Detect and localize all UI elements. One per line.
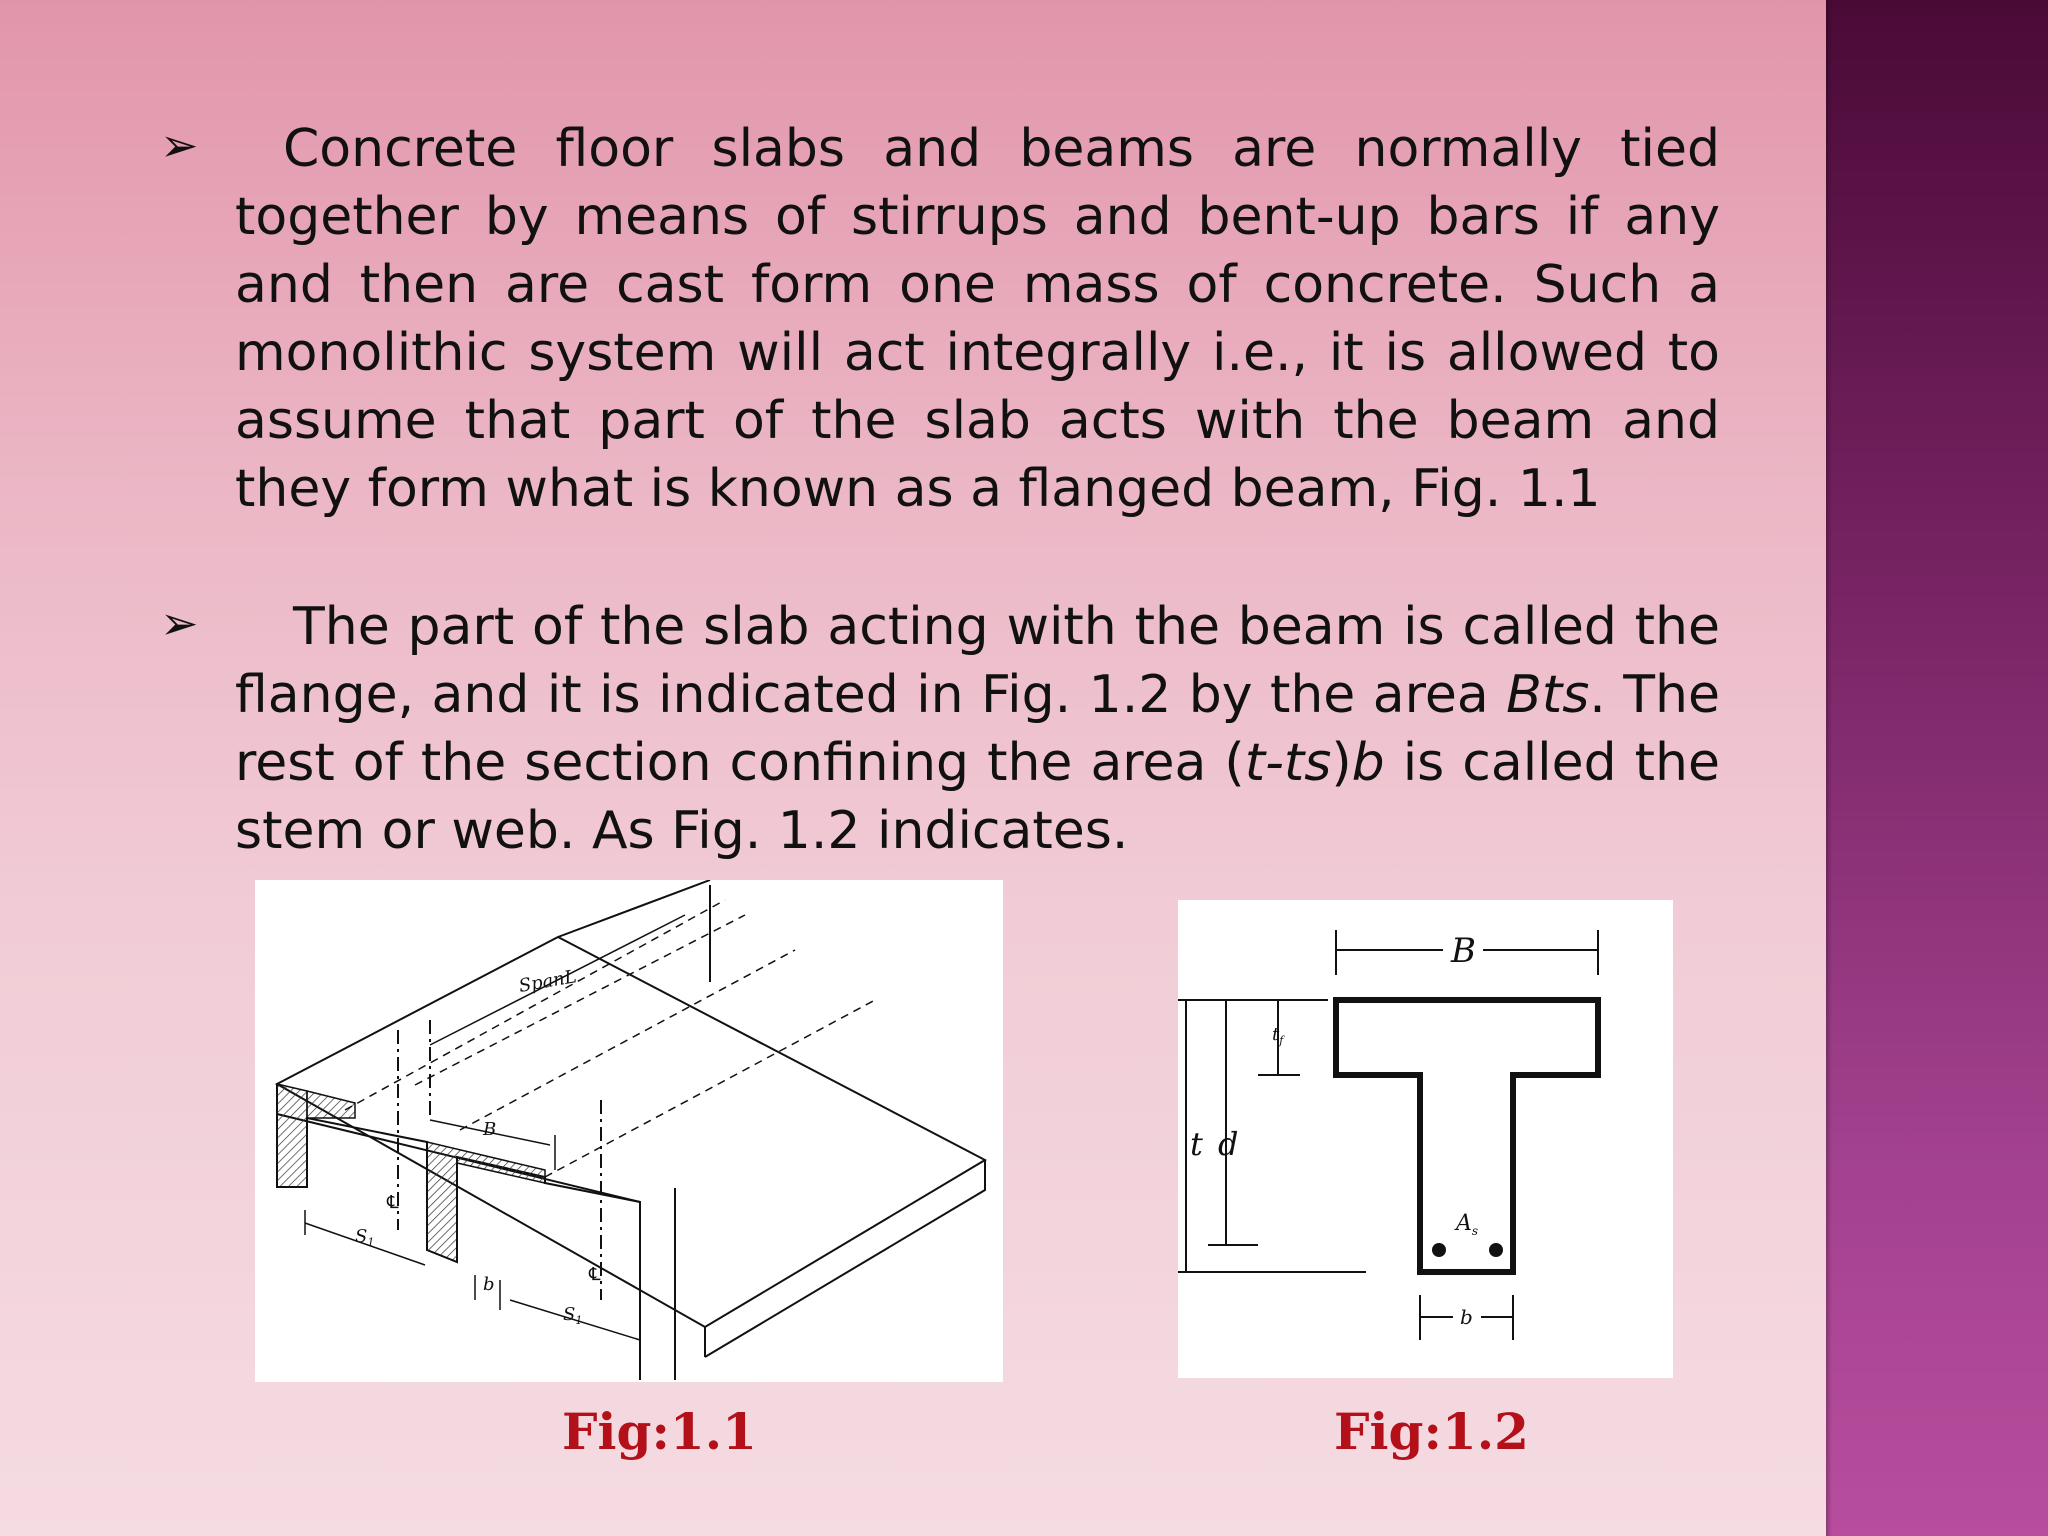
spacing-label-1 — [355, 1226, 374, 1249]
effective-depth-label: d — [1218, 1125, 1239, 1163]
paragraph-flanged-beam-intro — [235, 115, 1720, 523]
spacing1-sub: 1 — [367, 1236, 375, 1249]
sidebar-shadow — [1826, 0, 1832, 1536]
figure-1-2-t-beam-section — [1178, 900, 1673, 1378]
figure-1-2-caption: Fig:1.2 — [1334, 1402, 1529, 1461]
paragraph1-text: Concrete floor slabs and beams are normally tied together by means of stirrups and bent-up bars if any and then are cast form one mass of concrete. Such a monolithic system will act integrally i.e., it is allowed to assume that part of the slab acts with the beam and they form what is known as a flanged beam, Fig. 1.1 — [235, 119, 1720, 519]
centerline-label-2: ℄ — [589, 1264, 601, 1285]
paragraph2-italic-t-ts: t-ts — [1244, 733, 1332, 793]
paragraph2-text-3: ) — [1331, 733, 1352, 793]
paragraph2-text-4: is called the stem or web. As Fig. 1.2 indicates. — [235, 733, 1720, 861]
paragraph2-italic-b: b — [1351, 733, 1385, 793]
figure-1-1-slab-diagram — [255, 880, 1003, 1382]
tf-main: t — [1272, 1024, 1280, 1045]
bullet-arrow-icon: ➢ — [160, 118, 199, 172]
rebar-left — [1432, 1243, 1446, 1257]
rebar-right — [1489, 1243, 1503, 1257]
flange-thickness-label — [1272, 1024, 1285, 1047]
tf-sub: f — [1279, 1034, 1284, 1047]
decorative-sidebar — [1826, 0, 2048, 1536]
figure-1-1-caption: Fig:1.1 — [562, 1402, 757, 1461]
bullet-arrow-icon: ➢ — [160, 596, 199, 650]
t-beam-drawing — [1178, 900, 1673, 1378]
as-sub: s — [1471, 1224, 1479, 1238]
flange-width-label: B — [483, 1119, 497, 1140]
web-width-label: b — [483, 1274, 495, 1295]
paragraph2-text-1: The part of the slab acting with the beam is called the flange, and it is indicated in Fig. 1.2 by the area — [235, 597, 1720, 725]
as-main: A — [1456, 1211, 1472, 1236]
centerline-label-1: ℄ — [387, 1192, 399, 1213]
span-label: SpanL — [517, 966, 579, 997]
spacing1-main: S — [355, 1226, 368, 1247]
flange-width-label: B — [1451, 931, 1476, 971]
spacing2-sub: 1 — [575, 1314, 583, 1327]
paragraph-flange-definition — [235, 593, 1720, 865]
steel-area-label — [1454, 1211, 1478, 1238]
spacing2-main: S — [563, 1304, 576, 1325]
paragraph2-italic-bts: Bts — [1506, 665, 1590, 725]
total-depth-label: t — [1190, 1125, 1203, 1163]
slab-isometric-drawing — [255, 880, 1003, 1382]
web-width-label: b — [1460, 1305, 1473, 1329]
spacing-label-2 — [563, 1304, 582, 1327]
paragraph2-text-2: . The rest of the section confining the area ( — [235, 665, 1720, 793]
